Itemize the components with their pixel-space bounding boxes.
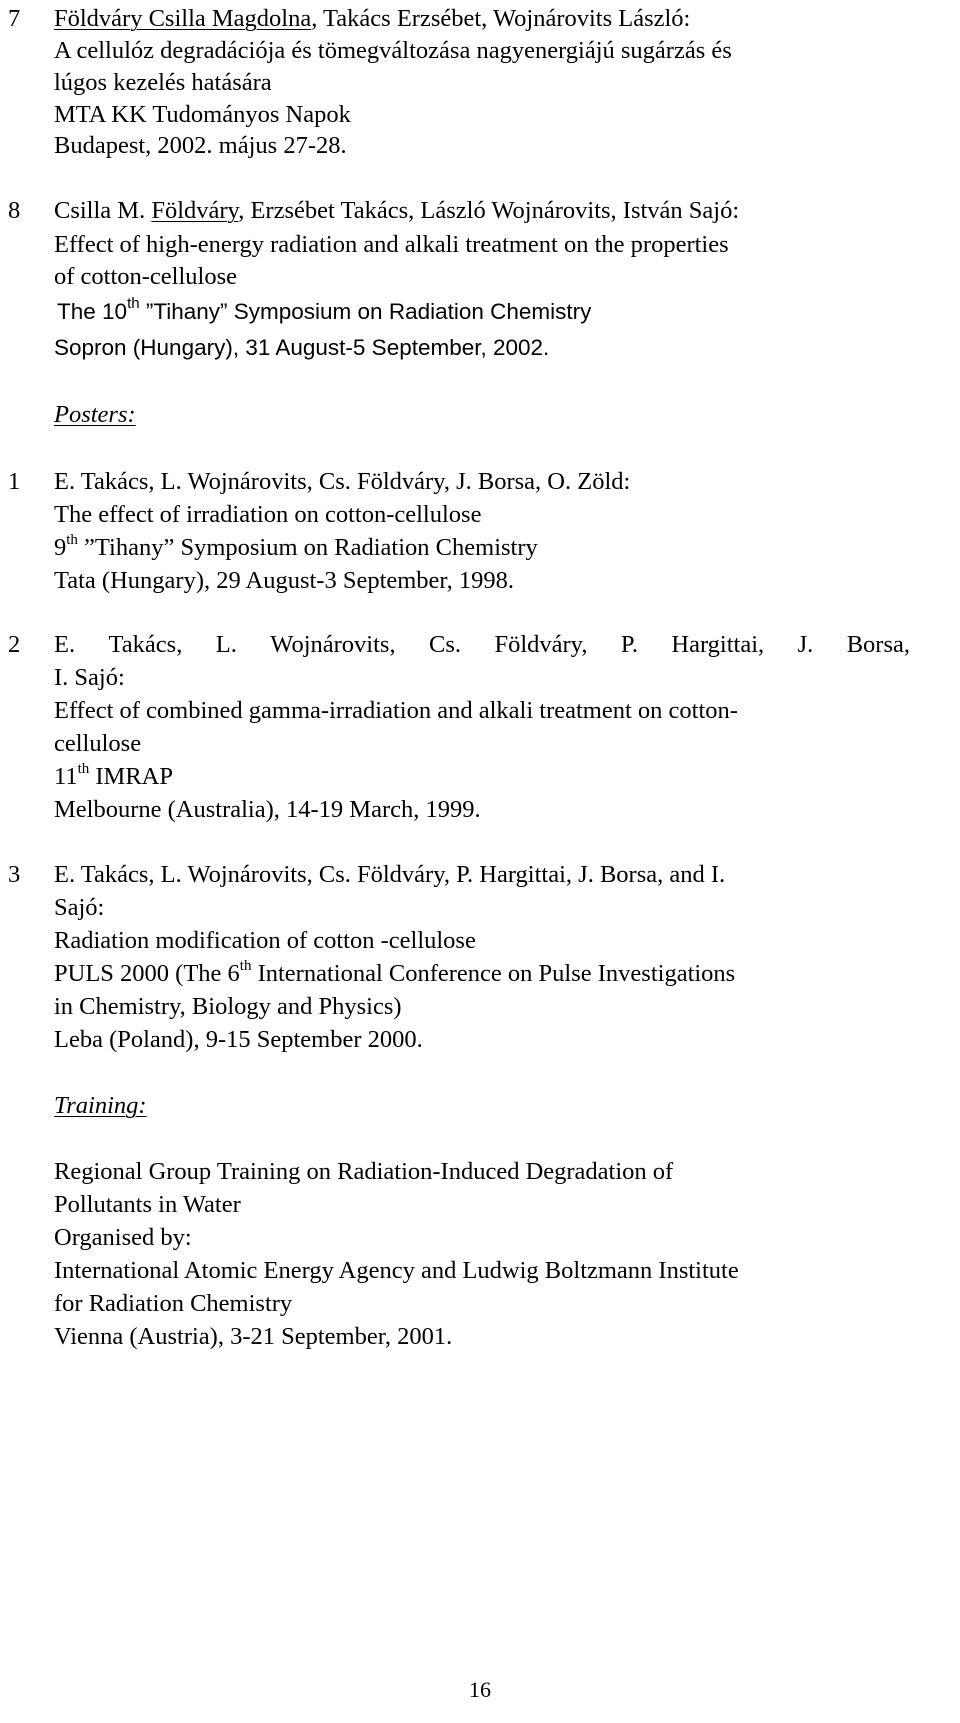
poster-title: The effect of irradiation on cotton-cellulose bbox=[54, 501, 482, 528]
poster-title: Effect of combined gamma-irradiation and alkali treatment on cotton- bbox=[54, 697, 738, 724]
venue-superscript: th bbox=[66, 532, 78, 548]
poster-place-date: Tata (Hungary), 29 August-3 September, 1998. bbox=[54, 567, 514, 594]
entry-authors bbox=[54, 4, 690, 34]
authors-text: , Erzsébet Takács, László Wojnárovits, István Sajó: bbox=[238, 197, 740, 224]
poster-place-date: Melbourne (Australia), 14-19 March, 1999. bbox=[54, 796, 481, 823]
entry-venue bbox=[57, 297, 591, 327]
author-link[interactable]: Földváry Csilla Magdolna bbox=[54, 5, 312, 32]
poster-authors: E. Takács, L. Wojnárovits, Cs. Földváry, P. Hargittai, J. Borsa, and I. bbox=[54, 861, 726, 888]
entry-place-date: Sopron (Hungary), 31 August-5 September, 2002. bbox=[54, 335, 550, 360]
poster-venue: in Chemistry, Biology and Physics) bbox=[54, 993, 402, 1020]
poster-venue bbox=[54, 533, 538, 563]
venue-superscript: th bbox=[239, 958, 252, 974]
section-heading-training: Training: bbox=[54, 1092, 147, 1119]
venue-text: International Conference on Pulse Investigations bbox=[251, 960, 736, 987]
entry-number: 8 bbox=[8, 197, 21, 224]
author-word: P. bbox=[620, 631, 638, 658]
author-word: Cs. bbox=[429, 631, 462, 658]
entry-title-line: Effect of high-energy radiation and alkali treatment on the properties bbox=[54, 231, 729, 258]
training-line: for Radiation Chemistry bbox=[54, 1290, 293, 1317]
venue-text: ”Tihany” Symposium on Radiation Chemistry bbox=[77, 534, 538, 561]
venue-text: The 10 bbox=[57, 299, 128, 324]
poster-number: 1 bbox=[8, 468, 21, 495]
poster-authors: I. Sajó: bbox=[54, 664, 125, 691]
training-line: Vienna (Austria), 3-21 September, 2001. bbox=[54, 1323, 453, 1350]
author-word: L. bbox=[215, 631, 237, 658]
author-word: Borsa, bbox=[846, 631, 910, 658]
page-number: 16 bbox=[469, 1677, 491, 1702]
entry-venue: MTA KK Tudományos Napok bbox=[54, 101, 351, 128]
venue-text: PULS 2000 (The 6 bbox=[54, 960, 240, 987]
poster-authors bbox=[54, 630, 910, 660]
author-link[interactable]: Földváry bbox=[151, 197, 239, 224]
poster-number: 2 bbox=[8, 631, 21, 658]
poster-authors: Sajó: bbox=[54, 894, 105, 921]
poster-place-date: Leba (Poland), 9-15 September 2000. bbox=[54, 1026, 423, 1053]
author-word: J. bbox=[797, 631, 814, 658]
author-word: E. bbox=[54, 631, 76, 658]
entry-title-line: of cotton-cellulose bbox=[54, 263, 238, 290]
venue-text: 11 bbox=[54, 763, 78, 790]
section-heading-posters: Posters: bbox=[54, 401, 136, 428]
authors-text: Csilla M. bbox=[54, 197, 152, 224]
poster-venue bbox=[54, 959, 735, 989]
author-word: Földváry, bbox=[494, 631, 588, 658]
entry-title-line: lúgos kezelés hatására bbox=[54, 69, 272, 96]
entry-number: 7 bbox=[8, 5, 21, 32]
venue-superscript: th bbox=[127, 295, 140, 312]
poster-title: Radiation modification of cotton -cellulose bbox=[54, 927, 476, 954]
training-line: Pollutants in Water bbox=[54, 1191, 241, 1218]
entry-place-date: Budapest, 2002. május 27-28. bbox=[54, 132, 347, 159]
entry-authors bbox=[54, 196, 739, 226]
poster-venue bbox=[54, 762, 173, 792]
venue-text: ”Tihany” Symposium on Radiation Chemistry bbox=[139, 299, 592, 324]
poster-number: 3 bbox=[8, 861, 21, 888]
author-word: Hargittai, bbox=[671, 631, 765, 658]
venue-text: 9 bbox=[54, 534, 67, 561]
training-line: International Atomic Energy Agency and Ludwig Boltzmann Institute bbox=[54, 1257, 739, 1284]
venue-text: IMRAP bbox=[89, 763, 173, 790]
entry-title-line: A cellulóz degradációja és tömegváltozása nagyenergiájú sugárzás és bbox=[54, 37, 732, 64]
training-line: Organised by: bbox=[54, 1224, 192, 1251]
authors-text: , Takács Erzsébet, Wojnárovits László: bbox=[311, 5, 691, 32]
poster-authors: E. Takács, L. Wojnárovits, Cs. Földváry, J. Borsa, O. Zöld: bbox=[54, 468, 631, 495]
training-line: Regional Group Training on Radiation-Induced Degradation of bbox=[54, 1158, 674, 1185]
poster-title: cellulose bbox=[54, 730, 142, 757]
author-word: Takács, bbox=[108, 631, 183, 658]
author-word: Wojnárovits, bbox=[270, 631, 396, 658]
venue-superscript: th bbox=[77, 761, 90, 777]
